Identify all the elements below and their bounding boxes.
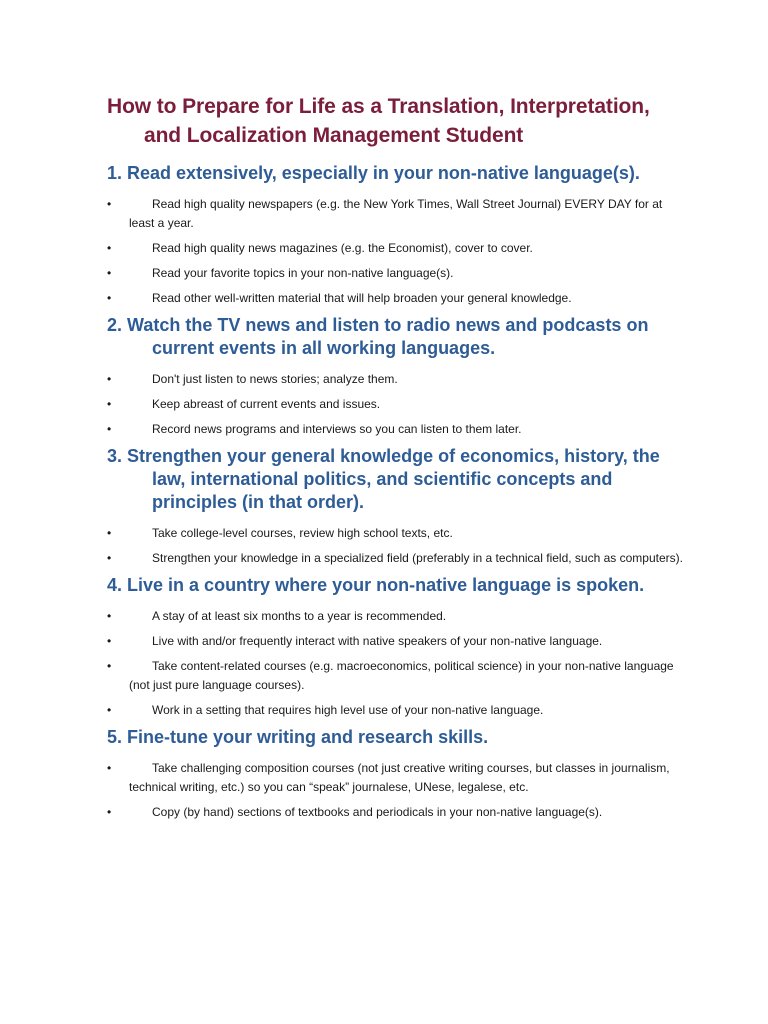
list-item-text: Copy (by hand) sections of textbooks and periodicals in your non-native language(s). bbox=[152, 805, 603, 819]
section-2 bbox=[107, 314, 688, 439]
list-item bbox=[107, 420, 688, 439]
section-number: 5. bbox=[107, 727, 123, 747]
list-item-text: Keep abreast of current events and issues. bbox=[152, 397, 381, 411]
list-item-text: Read high quality news magazines (e.g. the Economist), cover to cover. bbox=[152, 241, 533, 255]
list-item bbox=[107, 803, 688, 822]
section-heading-2 bbox=[107, 314, 688, 360]
list-item bbox=[107, 632, 688, 651]
section-heading-3 bbox=[107, 445, 688, 514]
list-item-text: Read high quality newspapers (e.g. the New York Times, Wall Street Journal) EVERY DAY for at least a year. bbox=[129, 197, 663, 230]
list-item bbox=[107, 759, 688, 797]
section-5 bbox=[107, 726, 688, 822]
section-heading-text: Watch the TV news and listen to radio news and podcasts on current events in all working languages. bbox=[127, 315, 649, 358]
list-item-text: Take college-level courses, review high school texts, etc. bbox=[152, 526, 453, 540]
section-heading-text: Read extensively, especially in your non-native language(s). bbox=[127, 163, 640, 183]
bullet-icon: • bbox=[107, 805, 112, 819]
bullet-icon: • bbox=[107, 266, 112, 280]
section-number: 3. bbox=[107, 446, 123, 466]
list-item-text: Take challenging composition courses (not just creative writing courses, but classes in journalism, technical writing, etc.) so you can “speak” journalese, UNese, legalese, etc. bbox=[129, 761, 670, 794]
list-item-text: Record news programs and interviews so you can listen to them later. bbox=[152, 422, 522, 436]
list-item bbox=[107, 195, 688, 233]
bullet-icon: • bbox=[107, 703, 112, 717]
list-item bbox=[107, 370, 688, 389]
bullet-list bbox=[107, 370, 688, 439]
section-number: 2. bbox=[107, 315, 123, 335]
bullet-list bbox=[107, 524, 688, 568]
bullet-icon: • bbox=[107, 197, 112, 211]
list-item bbox=[107, 607, 688, 626]
list-item bbox=[107, 239, 688, 258]
list-item-text: Read your favorite topics in your non-native language(s). bbox=[152, 266, 454, 280]
list-item bbox=[107, 264, 688, 283]
list-item bbox=[107, 657, 688, 695]
bullet-icon: • bbox=[107, 634, 112, 648]
list-item bbox=[107, 524, 688, 543]
list-item-text: Read other well-written material that will help broaden your general knowledge. bbox=[152, 291, 572, 305]
section-heading-text: Fine-tune your writing and research skills. bbox=[127, 727, 489, 747]
list-item bbox=[107, 701, 688, 720]
section-number: 1. bbox=[107, 163, 123, 183]
section-4 bbox=[107, 574, 688, 720]
bullet-icon: • bbox=[107, 609, 112, 623]
bullet-list bbox=[107, 759, 688, 822]
list-item bbox=[107, 395, 688, 414]
page-title: How to Prepare for Life as a Translation, Interpretation, and Localization Management Student bbox=[107, 95, 650, 147]
bullet-icon: • bbox=[107, 551, 112, 565]
bullet-icon: • bbox=[107, 422, 112, 436]
bullet-list bbox=[107, 607, 688, 720]
section-heading-text: Live in a country where your non-native language is spoken. bbox=[127, 575, 645, 595]
list-item-text: Don't just listen to news stories; analyze them. bbox=[152, 372, 398, 386]
list-item-text: A stay of at least six months to a year is recommended. bbox=[152, 609, 447, 623]
list-item bbox=[107, 549, 688, 568]
bullet-icon: • bbox=[107, 659, 112, 673]
list-item-text: Live with and/or frequently interact with native speakers of your non-native language. bbox=[152, 634, 603, 648]
list-item-text: Strengthen your knowledge in a specialized field (preferably in a technical field, such as computers). bbox=[152, 551, 683, 565]
bullet-icon: • bbox=[107, 291, 112, 305]
bullet-list bbox=[107, 195, 688, 308]
section-heading-text: Strengthen your general knowledge of economics, history, the law, international politics, and scientific concepts and principles (in that order). bbox=[127, 446, 660, 512]
bullet-icon: • bbox=[107, 526, 112, 540]
section-1 bbox=[107, 162, 688, 308]
section-number: 4. bbox=[107, 575, 123, 595]
section-heading-5 bbox=[107, 726, 688, 749]
bullet-icon: • bbox=[107, 761, 112, 775]
list-item-text: Work in a setting that requires high level use of your non-native language. bbox=[152, 703, 544, 717]
bullet-icon: • bbox=[107, 241, 112, 255]
bullet-icon: • bbox=[107, 397, 112, 411]
section-3 bbox=[107, 445, 688, 568]
section-heading-4 bbox=[107, 574, 688, 597]
section-heading-1 bbox=[107, 162, 688, 185]
list-item-text: Take content-related courses (e.g. macroeconomics, political science) in your non-native language (not just pure language courses). bbox=[129, 659, 674, 692]
list-item bbox=[107, 289, 688, 308]
bullet-icon: • bbox=[107, 372, 112, 386]
